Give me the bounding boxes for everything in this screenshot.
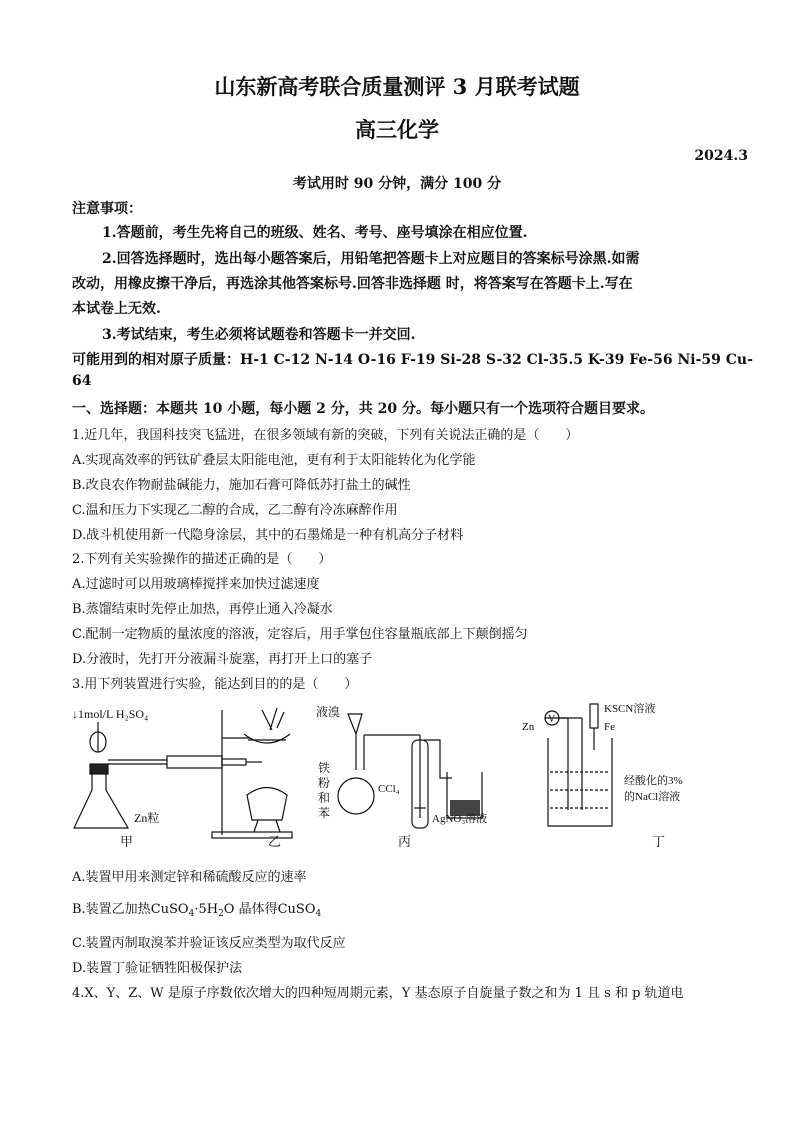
bing-he-label: 和 — [318, 791, 331, 805]
bing-fen-label: 粉 — [318, 776, 331, 790]
q1-option-c: C.温和压力下实现乙二醇的合成，乙二醇有冷冻麻醉作用 — [72, 503, 398, 518]
jia-label: 甲 — [120, 834, 134, 849]
ding-voltmeter-label: V — [548, 714, 556, 725]
exam-date: 2024.3 — [694, 148, 748, 164]
atomic-masses-line-2: 64 — [72, 373, 92, 389]
q3-option-b-middle: 晶体得 — [234, 902, 278, 917]
q3-option-b-o: O — [223, 902, 235, 917]
q3-option-a: A.装置甲用来测定锌和稀硫酸反应的速率 — [72, 870, 307, 885]
q3-option-b-hydrate: ·5H — [194, 902, 219, 917]
q2-option-a: A.过滤时可以用玻璃棒搅拌来加快过滤速度 — [72, 577, 320, 592]
ding-zn-label: Zn — [522, 721, 535, 733]
q1-stem: 1.近几年，我国科技突飞猛进，在很多领域有新的突破，下列有关说法正确的是（ ） — [72, 428, 579, 443]
notice-item-2-line-1: 2.回答选择题时，选出每小题答案后，用铅笔把答题卡上对应题目的答案标号涂黑.如需 — [102, 251, 640, 267]
q3-option-c: C.装置丙制取溴苯并验证该反应类型为取代反应 — [72, 936, 346, 951]
ding-fe-label: Fe — [604, 721, 615, 733]
jia-acid-label: ↓1mol/L H₂SO₄ — [72, 707, 149, 721]
q3-option-d: D.装置丁验证牺牲阳极保护法 — [72, 961, 243, 976]
ding-kscn-label: KSCN溶液 — [604, 703, 656, 715]
notice-item-3: 3.考试结束，考生必须将试题卷和答题卡一并交回. — [102, 327, 416, 343]
bing-fe-label: 铁 — [318, 761, 331, 775]
exam-title: 山东新高考联合质量测评 3 月联考试题 — [214, 74, 580, 99]
q3-stem: 3.用下列装置进行实验，能达到目的的是（ ） — [72, 677, 358, 692]
notice-item-2-line-3: 本试卷上无效. — [72, 301, 161, 317]
q2-option-c: C.配制一定物质的量浓度的溶液，定容后，用手掌包住容量瓶底部上下颠倒摇匀 — [72, 627, 528, 642]
section-1-heading: 一、选择题：本题共 10 小题，每小题 2 分，共 20 分。每小题只有一个选项符合题目要求。 — [72, 401, 654, 417]
yi-label: 乙 — [268, 834, 282, 849]
ding-nacl-label-1: 经酸化的3% — [624, 775, 683, 787]
exam-info: 考试用时 90 分钟，满分 100 分 — [292, 176, 502, 192]
q2-option-b: B.蒸馏结束时先停止加热，再停止通入冷凝水 — [72, 602, 333, 617]
q3-option-b-formula-1-sub: 4 — [188, 909, 195, 919]
apparatus-jia — [72, 707, 262, 849]
apparatus-yi — [212, 708, 292, 849]
q2-stem: 2.下列有关实验操作的描述正确的是（ ） — [72, 552, 332, 567]
apparatus-bing — [316, 704, 487, 849]
bing-ben-label: 苯 — [318, 806, 331, 820]
notice-heading: 注意事项： — [72, 201, 142, 217]
notice-item-2-line-2: 改动，用橡皮擦干净后，再选涂其他答案标号.回答非选择题 时，将答案写在答题卡上.写在 — [72, 276, 633, 292]
q3-option-b — [72, 898, 321, 919]
notice-item-1: 1.答题前，考生先将自己的班级、姓名、考号、座号填涂在相应位置. — [102, 225, 528, 241]
q3-apparatus-figure — [72, 700, 732, 850]
subject-title: 高三化学 — [355, 117, 439, 142]
bing-agno3-label: AgNO₃溶液 — [432, 813, 488, 825]
apparatus-ding — [522, 701, 683, 849]
bing-label: 丙 — [398, 834, 412, 849]
q1-option-d: D.战斗机使用新一代隐身涂层，其中的石墨烯是一种有机高分子材料 — [72, 528, 464, 543]
q3-option-b-h2o-sub: 2 — [218, 909, 224, 919]
ding-label: 丁 — [652, 834, 666, 849]
q2-option-d: D.分液时，先打开分液漏斗旋塞，再打开上口的塞子 — [72, 652, 373, 667]
q1-option-b: B.改良农作物耐盐碱能力，施加石膏可降低苏打盐土的碱性 — [72, 478, 411, 493]
bing-ccl4-label: CCl₄ — [378, 783, 400, 795]
atomic-masses-line-1: 可能用到的相对原子质量：H-1 C-12 N-14 O-16 F-19 Si-28 S-32 Cl-35.5 K-39 Fe-56 Ni-59 Cu- — [72, 352, 753, 368]
jia-zn-label: Zn粒 — [134, 811, 160, 825]
q3-option-b-prefix: B.装置乙加热 — [72, 902, 151, 917]
q3-option-b-formula-2: CuSO — [277, 902, 316, 917]
q1-option-a: A.实现高效率的钙钛矿叠层太阳能电池，更有利于太阳能转化为化学能 — [72, 453, 476, 468]
q3-option-b-formula-2-sub: 4 — [315, 909, 322, 919]
bing-br-label: 液溴 — [316, 705, 341, 719]
q4-stem: 4.X、Y、Z、W 是原子序数依次增大的四种短周期元素，Y 基态原子自旋量子数之和为 1 且 s 和 p 轨道电 — [72, 986, 684, 1001]
q3-option-b-formula-1: CuSO — [150, 902, 189, 917]
ding-nacl-label-2: 的NaCl溶液 — [624, 791, 681, 803]
